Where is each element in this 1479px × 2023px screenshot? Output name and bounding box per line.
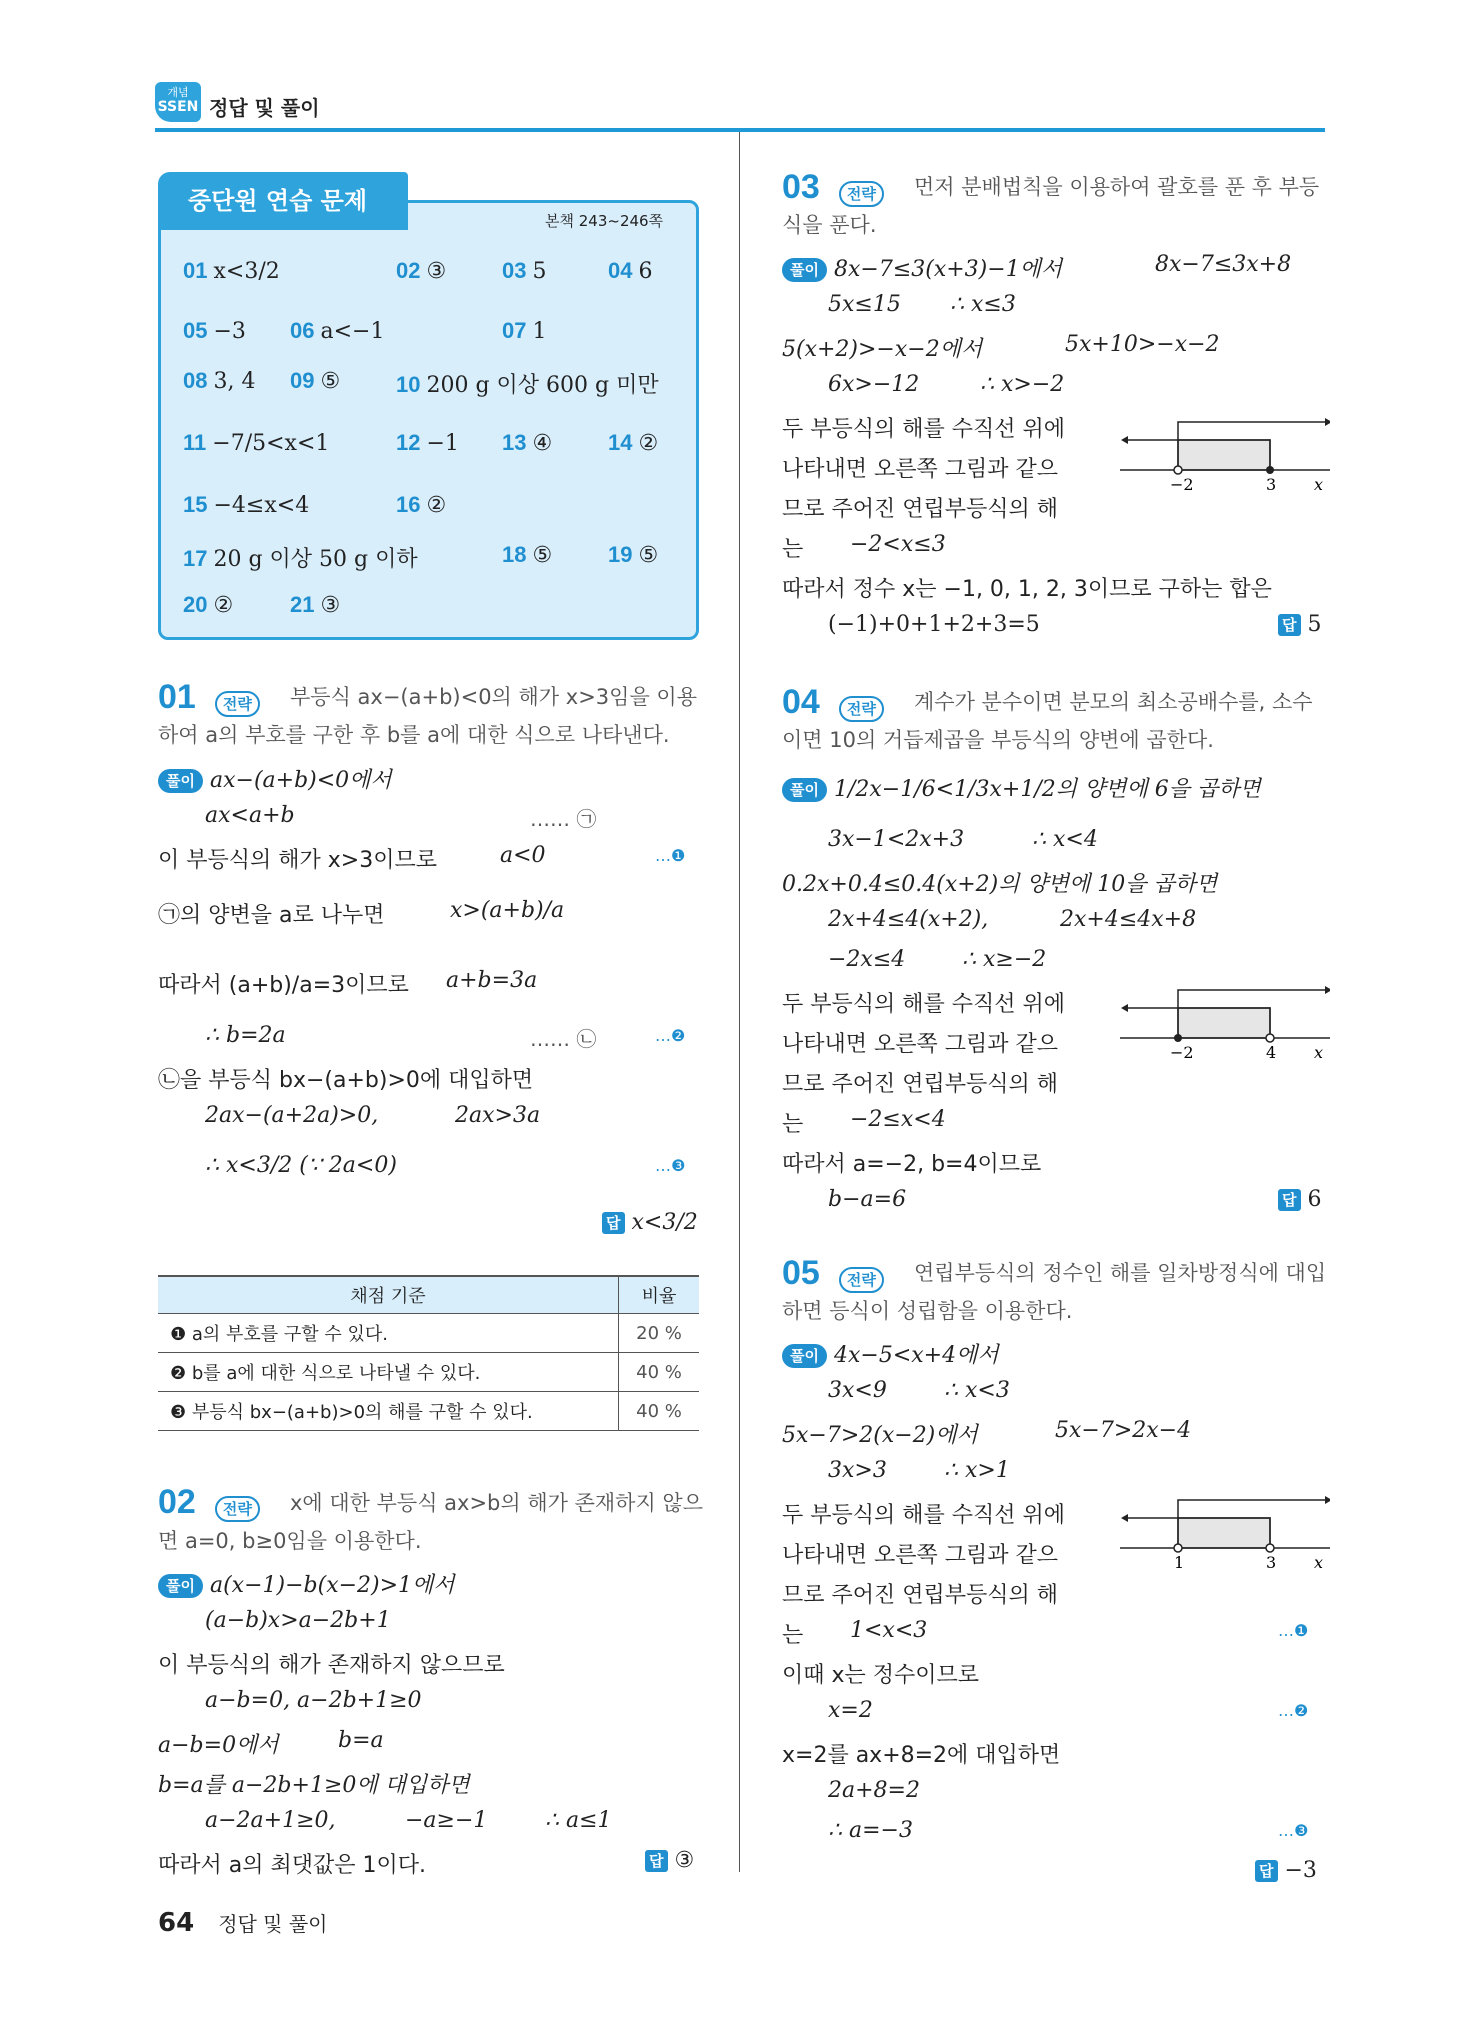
strategy-tag: 전략 xyxy=(215,1496,260,1522)
open-point xyxy=(1266,1544,1274,1552)
answer-item: 01 x<3/2 xyxy=(183,258,280,284)
solution-line: 풀이 1/2x−1/6<1/3x+1/2의 양변에 6을 곱하면 xyxy=(782,772,1261,803)
solution-line: ∴ x<3/2 (∵ 2a<0) xyxy=(205,1153,397,1178)
solution-line: −2≤x<4 xyxy=(850,1107,946,1132)
question-heading: 03 전략 xyxy=(782,168,884,207)
solution-line: 2a+8=2 xyxy=(828,1778,920,1803)
solution-line: 3x−1<2x+3 xyxy=(828,827,965,852)
solution-line: b=a를 a−2b+1≥0에 대입하면 xyxy=(158,1773,470,1798)
answer-item: 04 6 xyxy=(608,258,653,284)
solution-line: 는 xyxy=(782,537,804,562)
strategy-tag: 전략 xyxy=(839,181,884,207)
solution-line: ∴ x>−2 xyxy=(980,372,1065,397)
solution-line: 풀이 a(x−1)−b(x−2)>1에서 xyxy=(158,1568,455,1599)
table-row: ❸ 부등식 bx−(a+b)>0의 해를 구할 수 있다. 40 % xyxy=(158,1392,699,1431)
answer-item: 11 −7/5<x<1 xyxy=(183,430,330,456)
solution-line: (a−b)x>a−2b+1 xyxy=(205,1608,391,1633)
strategy-text: 연립부등식의 정수인 해를 일차방정식에 대입하면 등식이 성립함을 이용한다. xyxy=(782,1261,1327,1323)
answer-item: 13 ④ xyxy=(502,430,553,456)
arrowhead xyxy=(1121,1004,1128,1012)
solution-line: ∴ a=−3 xyxy=(828,1818,913,1843)
solution-line: 5(x+2)>−x−2에서 xyxy=(782,337,983,362)
answer-item: 10 200 g 이상 600 g 미만 xyxy=(396,372,659,398)
solution-line: 0.2x+0.4≤0.4(x+2)의 양변에 10을 곱하면 xyxy=(782,872,1218,897)
step-marker: …❶ xyxy=(655,846,686,865)
tick-label: −2 xyxy=(1170,475,1194,494)
open-point xyxy=(1174,1544,1182,1552)
final-answer: 답 5 xyxy=(1278,612,1322,637)
solution-line: 므로 주어진 연립부등식의 해 xyxy=(782,1072,1059,1097)
step-marker: …❶ xyxy=(1278,1621,1309,1640)
step-marker: …❷ xyxy=(655,1026,686,1045)
closed-point xyxy=(1174,1034,1182,1042)
solution-line: x>(a+b)/a xyxy=(450,898,565,923)
solution-line: 두 부등식의 해를 수직선 위에 xyxy=(782,992,1065,1017)
page-number: 64 xyxy=(158,1908,195,1938)
answer-item: 15 −4≤x<4 xyxy=(183,492,310,518)
solution-line: 풀이 8x−7≤3(x+3)−1에서 xyxy=(782,252,1062,283)
solution-line: 두 부등식의 해를 수직선 위에 xyxy=(782,417,1065,442)
solution-line: ax<a+b xyxy=(205,803,295,828)
final-answer: 답 6 xyxy=(1278,1187,1322,1212)
solution-line: 3x>3 xyxy=(828,1458,887,1483)
solution-line: 두 부등식의 해를 수직선 위에 xyxy=(782,1503,1065,1528)
solution-line: a−2a+1≥0, xyxy=(205,1808,336,1833)
solution-line: 5x−7>2x−4 xyxy=(1055,1418,1192,1443)
strategy-text: 계수가 분수이면 분모의 최소공배수를, 소수이면 10의 거듭제곱을 부등식의 양변에 곱한다. xyxy=(782,690,1313,752)
answer-item: 03 5 xyxy=(502,258,547,284)
tick-label: −2 xyxy=(1170,1043,1194,1062)
question-heading: 01 전략 xyxy=(158,678,260,717)
solution-line: −2x≤4 xyxy=(828,947,906,972)
column-divider xyxy=(739,132,740,1872)
arrowhead xyxy=(1121,1514,1128,1522)
solution-line: a+b=3a xyxy=(446,968,538,993)
question-heading: 04 전략 xyxy=(782,683,884,722)
number-line-diagram xyxy=(1120,980,1330,1070)
question-heading: 02 전략 xyxy=(158,1483,260,1522)
arrowhead xyxy=(1325,418,1330,426)
answer-item: 05 −3 xyxy=(183,318,246,344)
solution-line: 풀이 ax−(a+b)<0에서 xyxy=(158,763,392,794)
solution-line: (−1)+0+1+2+3=5 xyxy=(828,612,1040,637)
tick-label: 3 xyxy=(1266,1553,1277,1572)
answer-item: 12 −1 xyxy=(396,430,459,456)
solution-line: ∴ x≥−2 xyxy=(962,947,1047,972)
logo-top: 개념 xyxy=(167,86,189,99)
step-marker: …❸ xyxy=(655,1156,686,1175)
table-header-row: 채점 기준 비율 xyxy=(158,1276,699,1314)
answer-item: 07 1 xyxy=(502,318,547,344)
solution-line: 는 xyxy=(782,1112,804,1137)
answer-item: 08 3, 4 xyxy=(183,368,256,394)
final-answer: 답 x<3/2 xyxy=(602,1210,698,1235)
answer-item: 19 ⑤ xyxy=(608,542,659,568)
strategy-tag: 전략 xyxy=(839,696,884,722)
solution-line: 8x−7≤3x+8 xyxy=(1155,252,1292,277)
solution-line: ∴ x≤3 xyxy=(950,292,1016,317)
table-row: ❶ a의 부호를 구할 수 있다. 20 % xyxy=(158,1314,699,1353)
final-answer: 답 −3 xyxy=(1255,1858,1317,1883)
answer-item: 06 a<−1 xyxy=(290,318,385,344)
solution-line: a<0 xyxy=(500,843,546,868)
solution-line: a−b=0에서 xyxy=(158,1733,279,1758)
solution-line: 6x>−12 xyxy=(828,372,920,397)
arrowhead xyxy=(1121,436,1128,444)
solution-region xyxy=(1178,1008,1270,1038)
solution-line: 2ax−(a+2a)>0, xyxy=(205,1103,379,1128)
open-point xyxy=(1266,1034,1274,1042)
equation-marker: …… ㉠ xyxy=(530,807,597,831)
strategy-text: 먼저 분배법칙을 이용하여 괄호를 푼 후 부등식을 푼다. xyxy=(782,175,1320,237)
answer-box-ref: 본책 243~246쪽 xyxy=(545,212,664,230)
strategy-tag: 전략 xyxy=(215,691,260,717)
number-line-diagram xyxy=(1120,408,1330,498)
solution-line: ∴ x<3 xyxy=(944,1378,1010,1403)
solution-line: 5x−7>2(x−2)에서 xyxy=(782,1423,978,1448)
solution-line: 5x≤15 xyxy=(828,292,901,317)
tick-label: 3 xyxy=(1266,475,1277,494)
number-line-diagram xyxy=(1120,1490,1330,1580)
solution-region xyxy=(1178,1518,1270,1548)
solution-line: ∴ a≤1 xyxy=(545,1808,612,1833)
solution-line: 2x+4≤4x+8 xyxy=(1060,907,1197,932)
answer-item: 18 ⑤ xyxy=(502,542,553,568)
answer-item: 14 ② xyxy=(608,430,659,456)
solution-line: 풀이 4x−5<x+4에서 xyxy=(782,1338,999,1369)
solution-line: a−b=0, a−2b+1≥0 xyxy=(205,1688,422,1713)
solution-line: 나타내면 오른쪽 그림과 같으 xyxy=(782,457,1059,482)
tick-label: 1 xyxy=(1174,1553,1185,1572)
strategy-text: x에 대한 부등식 ax>b의 해가 존재하지 않으면 a=0, b≥0임을 이용한다. xyxy=(158,1491,703,1553)
solution-line: 1<x<3 xyxy=(850,1618,928,1643)
answer-item: 17 20 g 이상 50 g 이하 xyxy=(183,546,418,572)
header-rule xyxy=(155,128,1325,132)
solution-line: 이때 x는 정수이므로 xyxy=(782,1663,980,1688)
solution-line: x=2 xyxy=(828,1698,873,1723)
answer-box-title: 중단원 연습 문제 xyxy=(158,172,408,230)
solution-line: 이 부등식의 해가 x>3이므로 xyxy=(158,848,437,873)
answer-item: 16 ② xyxy=(396,492,447,518)
step-marker: …❷ xyxy=(1278,1701,1309,1720)
answer-item: 09 ⑤ xyxy=(290,368,341,394)
open-point xyxy=(1174,466,1182,474)
solution-line: 이 부등식의 해가 존재하지 않으므로 xyxy=(158,1653,505,1678)
footer-title: 정답 및 풀이 xyxy=(218,1912,328,1936)
solution-line: 따라서 정수 x는 −1, 0, 1, 2, 3이므로 구하는 합은 xyxy=(782,577,1272,602)
solution-line: b−a=6 xyxy=(828,1187,907,1212)
page-footer xyxy=(158,1908,328,1938)
strategy-text: 부등식 ax−(a+b)<0의 해가 x>3임을 이용하여 a의 부호를 구한 후 b를 a에 대한 식으로 나타낸다. xyxy=(158,685,697,747)
solution-line: 따라서 a의 최댓값은 1이다. xyxy=(158,1853,426,1878)
answer-item: 21 ③ xyxy=(290,592,341,618)
solution-line: ∴ b=2a xyxy=(205,1023,286,1048)
final-answer: 답 ③ xyxy=(645,1848,694,1873)
brand-logo xyxy=(155,82,201,122)
solution-line: 5x+10>−x−2 xyxy=(1065,332,1220,357)
solution-line: −a≥−1 xyxy=(405,1808,488,1833)
solution-line: ㉡을 부등식 bx−(a+b)>0에 대입하면 xyxy=(158,1068,534,1093)
page-header xyxy=(155,82,1325,128)
solution-line: ㉠의 양변을 a로 나누면 xyxy=(158,903,385,928)
scoring-table xyxy=(158,1275,699,1431)
solution-line: 므로 주어진 연립부등식의 해 xyxy=(782,497,1059,522)
question-heading: 05 전략 xyxy=(782,1254,884,1293)
tick-label: 4 xyxy=(1266,1043,1277,1062)
solution-line: −2<x≤3 xyxy=(850,532,946,557)
solution-region xyxy=(1178,440,1270,470)
equation-marker: …… ㉡ xyxy=(530,1027,597,1051)
step-marker: …❸ xyxy=(1278,1821,1309,1840)
header-title: 정답 및 풀이 xyxy=(209,96,320,120)
strategy-tag: 전략 xyxy=(839,1267,884,1293)
logo-main: SSEN xyxy=(157,99,199,115)
solution-tag: 풀이 xyxy=(158,769,203,793)
solution-line: 3x<9 xyxy=(828,1378,887,1403)
solution-line: 2ax>3a xyxy=(455,1103,541,1128)
solution-line: ∴ x<4 xyxy=(1032,827,1098,852)
closed-point xyxy=(1266,466,1274,474)
solution-line: 나타내면 오른쪽 그림과 같으 xyxy=(782,1032,1059,1057)
axis-label: x xyxy=(1314,1553,1324,1572)
arrowhead xyxy=(1325,986,1330,994)
axis-label: x xyxy=(1314,1043,1324,1062)
solution-line: 므로 주어진 연립부등식의 해 xyxy=(782,1583,1059,1608)
solution-line: 는 xyxy=(782,1623,804,1648)
table-row: ❷ b를 a에 대한 식으로 나타낼 수 있다. 40 % xyxy=(158,1353,699,1392)
answer-item: 02 ③ xyxy=(396,258,447,284)
solution-line: 따라서 (a+b)/a=3이므로 xyxy=(158,973,409,998)
solution-line: b=a xyxy=(338,1728,384,1753)
solution-line: x=2를 ax+8=2에 대입하면 xyxy=(782,1743,1061,1768)
solution-line: ∴ x>1 xyxy=(944,1458,1010,1483)
answer-item: 20 ② xyxy=(183,592,234,618)
axis-label: x xyxy=(1314,475,1324,494)
arrowhead xyxy=(1325,1496,1330,1504)
solution-line: 따라서 a=−2, b=4이므로 xyxy=(782,1152,1042,1177)
solution-line: 나타내면 오른쪽 그림과 같으 xyxy=(782,1543,1059,1568)
solution-line: 2x+4≤4(x+2), xyxy=(828,907,989,932)
